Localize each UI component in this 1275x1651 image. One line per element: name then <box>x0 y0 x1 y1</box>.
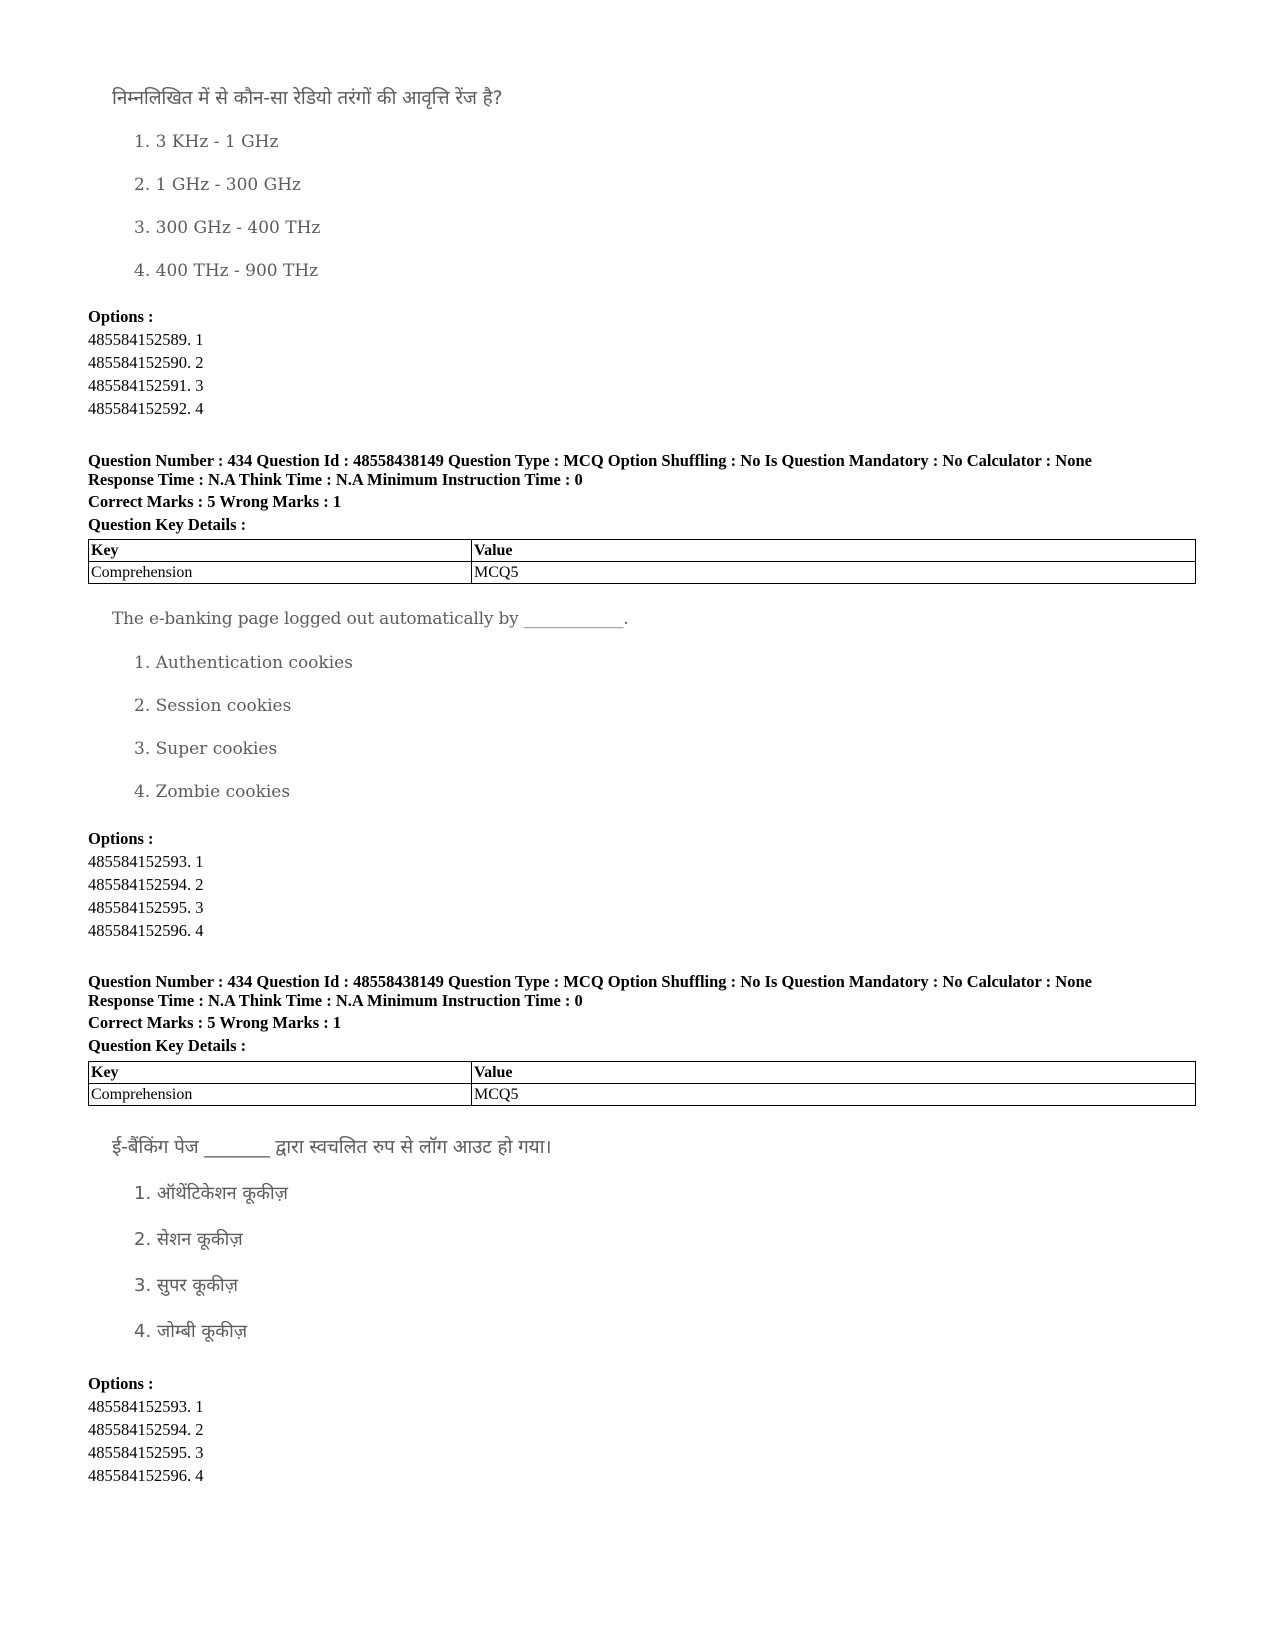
question-meta-line: Question Number : 434 Question Id : 48558438149 Question Type : MCQ Option Shuffling : No Is Question Mandatory : No Calculator : None <box>88 451 1092 470</box>
question-stem: The e-banking page logged out automatically by ____________. <box>112 609 629 629</box>
table-header-value: Value <box>472 1062 1196 1084</box>
table-cell-value: MCQ5 <box>472 1084 1196 1106</box>
table-header-value: Value <box>472 540 1196 562</box>
table-header-key: Key <box>89 1062 472 1084</box>
option-id: 485584152591. 3 <box>88 376 204 395</box>
options-section-2 <box>88 827 204 942</box>
choice-3: 3. 300 GHz - 400 THz <box>134 218 321 238</box>
option-id: 485584152594. 2 <box>88 875 204 894</box>
option-id: 485584152592. 4 <box>88 399 204 418</box>
choice-2: 2. 1 GHz - 300 GHz <box>134 175 301 195</box>
key-details-label: Question Key Details : <box>88 1036 247 1055</box>
option-id: 485584152589. 1 <box>88 330 204 349</box>
choice-1: 1. ऑथेंटिकेशन कूकीज़ <box>134 1183 288 1204</box>
question-meta-line: Response Time : N.A Think Time : N.A Minimum Instruction Time : 0 <box>88 991 583 1010</box>
options-section-1 <box>88 305 204 420</box>
choice-4: 4. 400 THz - 900 THz <box>134 261 319 281</box>
key-details-table <box>88 539 1196 584</box>
table-cell-value: MCQ5 <box>472 562 1196 584</box>
option-id: 485584152590. 2 <box>88 353 204 372</box>
table-row <box>89 1084 1196 1106</box>
table-row <box>89 562 1196 584</box>
choice-4: 4. जोम्बी कूकीज़ <box>134 1321 248 1342</box>
choice-4: 4. Zombie cookies <box>134 782 291 802</box>
option-id: 485584152596. 4 <box>88 1466 204 1485</box>
table-header-row <box>89 540 1196 562</box>
question-image-1 <box>112 84 712 284</box>
question-meta-3 <box>88 972 1092 1010</box>
table-header-key: Key <box>89 540 472 562</box>
option-id: 485584152596. 4 <box>88 921 204 940</box>
choice-2: 2. Session cookies <box>134 696 292 716</box>
options-section-3 <box>88 1372 204 1487</box>
key-details-label: Question Key Details : <box>88 515 247 534</box>
choice-2: 2. सेशन कूकीज़ <box>134 1229 243 1250</box>
question-meta-2 <box>88 451 1092 489</box>
option-id: 485584152595. 3 <box>88 898 204 917</box>
option-id: 485584152593. 1 <box>88 852 204 871</box>
question-meta-line: Question Number : 434 Question Id : 48558438149 Question Type : MCQ Option Shuffling : No Is Question Mandatory : No Calculator : None <box>88 972 1092 991</box>
options-label: Options : <box>88 829 154 848</box>
choice-1: 1. Authentication cookies <box>134 653 353 673</box>
key-details-table <box>88 1061 1196 1106</box>
question-image-3 <box>112 1133 732 1353</box>
marks-line: Correct Marks : 5 Wrong Marks : 1 <box>88 492 342 511</box>
choice-1: 1. 3 KHz - 1 GHz <box>134 132 279 152</box>
question-stem: निम्नलिखित में से कौन-सा रेडियो तरंगों की आवृत्ति रेंज है? <box>112 87 503 109</box>
options-label: Options : <box>88 1374 154 1393</box>
choice-3: 3. Super cookies <box>134 739 278 759</box>
option-id: 485584152594. 2 <box>88 1420 204 1439</box>
table-cell-key: Comprehension <box>89 1084 472 1106</box>
question-meta-line: Response Time : N.A Think Time : N.A Minimum Instruction Time : 0 <box>88 470 583 489</box>
table-header-row <box>89 1062 1196 1084</box>
options-label: Options : <box>88 307 154 326</box>
option-id: 485584152595. 3 <box>88 1443 204 1462</box>
choice-3: 3. सुपर कूकीज़ <box>134 1275 239 1296</box>
marks-line: Correct Marks : 5 Wrong Marks : 1 <box>88 1013 342 1032</box>
table-cell-key: Comprehension <box>89 562 472 584</box>
question-image-2 <box>112 609 712 809</box>
question-stem: ई-बैंकिंग पेज _______ द्वारा स्वचलित रुप से लॉग आउट हो गया। <box>112 1136 552 1158</box>
option-id: 485584152593. 1 <box>88 1397 204 1416</box>
